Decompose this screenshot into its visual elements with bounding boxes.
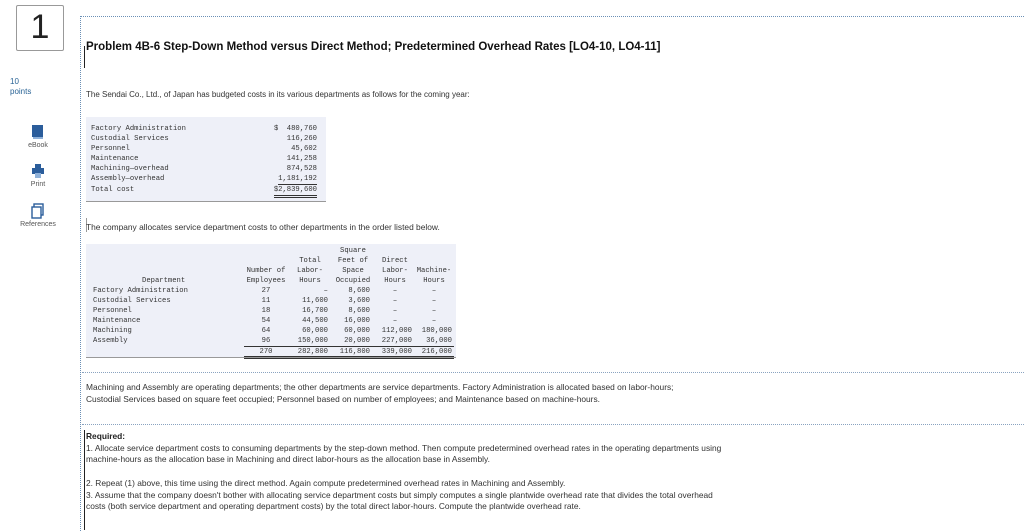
intro-text: The Sendai Co., Ltd., of Japan has budgeted costs in its various departments as follows for the coming year:	[86, 90, 470, 99]
cell-machine: –	[431, 307, 437, 315]
total-labor: 282,800	[297, 348, 328, 356]
budget-label: Assembly—overhead	[91, 175, 165, 183]
dept-name: Custodial Services	[93, 297, 171, 305]
table-row	[91, 154, 321, 164]
cell-employees: 96	[261, 337, 271, 345]
print-label: Print	[30, 181, 46, 188]
cell-direct: 227,000	[381, 337, 412, 345]
table-row	[91, 134, 321, 144]
section-divider	[82, 372, 1024, 373]
total-space: 116,800	[339, 348, 370, 356]
header-machine-1: Machine-	[416, 267, 452, 275]
cell-labor: 11,600	[302, 297, 328, 305]
question-number: 1	[30, 8, 50, 46]
header-labor-1: Total	[299, 257, 321, 265]
cell-space: 16,000	[344, 317, 370, 325]
ebook-icon	[31, 124, 45, 140]
cell-machine: 36,000	[426, 337, 452, 345]
totals-double-rule	[244, 356, 454, 359]
question-number-box[interactable]	[16, 5, 64, 51]
cell-employees: 11	[261, 297, 271, 305]
header-machine-2: Hours	[423, 277, 445, 285]
cell-employees: 64	[261, 327, 271, 335]
cell-employees: 18	[261, 307, 271, 315]
problem-title: Problem 4B-6 Step-Down Method versus Direct Method; Predetermined Overhead Rates [LO4-10, LO4-11]	[86, 41, 661, 53]
cell-labor: 150,000	[297, 337, 328, 345]
points-label: points	[10, 87, 32, 96]
print-icon	[31, 163, 45, 179]
header-employees-1: Number of	[246, 267, 286, 275]
dept-name: Personnel	[93, 307, 132, 315]
cell-direct: –	[392, 297, 398, 305]
cell-direct: 112,000	[381, 327, 412, 335]
print-button[interactable]	[0, 163, 76, 188]
order-text: The company allocates service department costs to other departments in the order listed below.	[86, 222, 440, 232]
title-bar	[84, 46, 85, 68]
required-bar	[84, 430, 85, 530]
budget-table	[86, 117, 326, 202]
table-row	[91, 164, 321, 174]
requirement-2: 2. Repeat (1) above, this time using the direct method. Again compute predetermined overhead rates in Machining and Assembly.	[86, 478, 566, 488]
explanation-text: Machining and Assembly are operating departments; the other departments are service departments. Factory Administration is allocated based on labor-hours; Custodial Services based on square feet occupied; Personnel based on number of employees; and Maintenance based on machine-hours.	[86, 382, 674, 404]
cell-labor: 44,500	[302, 317, 328, 325]
header-employees-2: Employees	[246, 277, 286, 285]
budget-total-label: Total cost	[91, 186, 135, 194]
total-direct: 339,000	[381, 348, 412, 356]
cell-machine: –	[431, 297, 437, 305]
budget-label: Machining—overhead	[91, 165, 169, 173]
total-employees: 270	[259, 348, 273, 356]
budget-value: 874,528	[286, 165, 317, 173]
currency-symbol: $	[274, 125, 279, 133]
header-direct-1: Direct	[382, 257, 408, 265]
cell-employees: 27	[261, 287, 271, 295]
budget-label: Personnel	[91, 145, 130, 153]
header-direct-3: Hours	[384, 277, 406, 285]
cell-labor: –	[323, 287, 328, 295]
cell-space: 8,600	[348, 287, 370, 295]
cell-machine: 180,000	[421, 327, 452, 335]
header-labor-3: Hours	[299, 277, 321, 285]
budget-value: 45,602	[291, 145, 317, 153]
budget-value: 480,760	[286, 125, 317, 133]
header-direct-2: Labor-	[382, 267, 408, 275]
dept-name: Maintenance	[93, 317, 141, 325]
cell-labor: 16,700	[302, 307, 328, 315]
cell-space: 60,000	[344, 327, 370, 335]
allocation-table	[86, 244, 456, 358]
budget-value: 141,258	[286, 155, 317, 163]
header-labor-2: Labor-	[297, 267, 323, 275]
budget-label: Factory Administration	[91, 125, 186, 133]
table-row	[91, 174, 321, 184]
references-label: References	[20, 221, 56, 228]
cell-direct: –	[392, 317, 398, 325]
table-row-total	[91, 185, 321, 195]
cell-employees: 54	[261, 317, 271, 325]
table-row	[91, 144, 321, 154]
header-space-1: Square	[340, 247, 366, 255]
ebook-label: eBook	[28, 142, 48, 149]
section-divider	[82, 424, 1024, 425]
header-space-3: Space	[342, 267, 364, 275]
points-indicator	[10, 77, 31, 97]
requirement-1: 1. Allocate service department costs to consuming departments by the step-down method. Then compute predetermined overhead rates in the operating departments using machine-hours as the allocation base in Machining and direct labor-hours as the allocation base in Assembly.	[86, 443, 722, 465]
budget-value: 1,181,192	[278, 175, 317, 183]
required-heading: Required:	[86, 431, 126, 441]
cell-space: 3,600	[348, 297, 370, 305]
dept-name: Assembly	[93, 337, 128, 345]
dept-name: Factory Administration	[93, 287, 188, 295]
header-space-2: Feet of	[337, 257, 369, 265]
dept-name: Machining	[93, 327, 132, 335]
cell-space: 20,000	[344, 337, 370, 345]
cell-machine: –	[431, 317, 437, 325]
references-icon	[31, 203, 45, 219]
points-value: 10	[10, 77, 19, 86]
ebook-button[interactable]	[0, 124, 76, 149]
budget-total-value: $2,839,600	[274, 185, 317, 198]
budget-label: Custodial Services	[91, 135, 169, 143]
table-row	[91, 124, 321, 134]
requirement-3: 3. Assume that the company doesn't bother with allocating service department costs but simply computes a single plantwide overhead rate that divides the total overhead costs (both service department and operating department costs) by the total direct labor-hours. Compute the plantwide overhead rate.	[86, 490, 713, 512]
references-button[interactable]	[0, 203, 76, 228]
cell-space: 8,600	[348, 307, 370, 315]
budget-value: 116,260	[286, 135, 317, 143]
total-machine: 216,000	[421, 348, 452, 356]
budget-label: Maintenance	[91, 155, 139, 163]
cell-direct: –	[392, 307, 398, 315]
header-department: Department	[142, 277, 186, 285]
cell-labor: 60,000	[302, 327, 328, 335]
cell-machine: –	[431, 287, 437, 295]
header-space-4: Occupied	[335, 277, 371, 285]
question-rail	[0, 0, 76, 531]
cell-direct: –	[392, 287, 398, 295]
